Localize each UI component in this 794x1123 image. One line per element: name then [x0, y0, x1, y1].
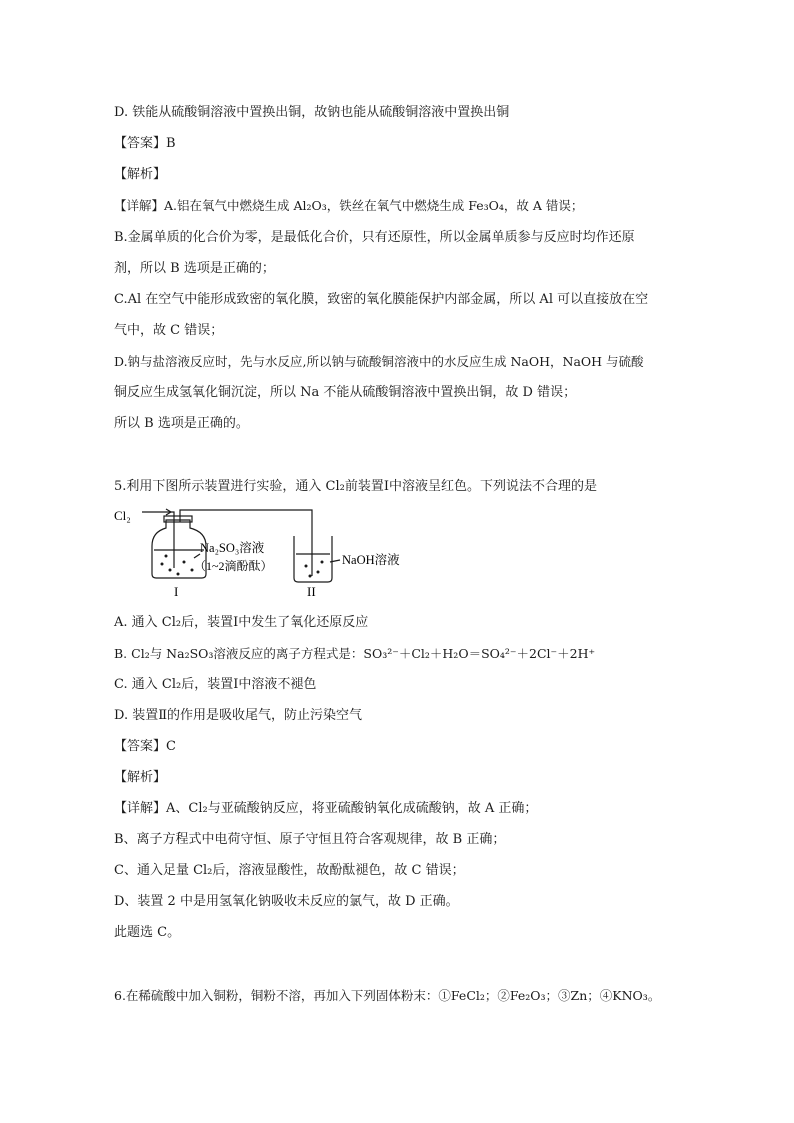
- q4-option-d: D. 铁能从硫酸铜溶液中置换出铜，故钠也能从硫酸铜溶液中置换出铜: [114, 105, 510, 120]
- q5-answer: 【答案】C: [114, 739, 176, 754]
- q5-detail-d: D、装置 2 中是用氢氧化钠吸收未反应的氯气，故 D 正确。: [114, 894, 459, 909]
- q5-option-b: B. Cl₂与 Na₂SO₃溶液反应的离子方程式是：SO₃²⁻＋Cl₂＋H₂O＝SO₄²⁻＋2Cl⁻＋2H⁺: [114, 646, 596, 661]
- q4-detail-b-line2: 剂，所以 B 选项是正确的；: [114, 261, 275, 276]
- beaker: [294, 536, 332, 582]
- bottle-stopper: [164, 516, 192, 522]
- q4-conclusion: 所以 B 选项是正确的。: [114, 416, 249, 431]
- q4-detail-d-line1: D.钠与盐溶液反应时，先与水反应,所以钠与硫酸铜溶液中的水反应生成 NaOH，NaOH 与硫酸: [114, 354, 644, 369]
- q4-detail-b-line1: B.金属单质的化合价为零，是最低化合价，只有还原性，所以金属单质参与反应时均作还原: [114, 230, 635, 245]
- q6-stem: 6.在稀硫酸中加入铜粉，铜粉不溶，再加入下列固体粉末：①FeCl₂；②Fe₂O₃；③Zn；④KNO₃。: [114, 988, 661, 1003]
- bottle-label-solution: Na₂SO₃溶液: [200, 541, 265, 555]
- q5-detail-a: 【详解】A、Cl₂与亚硫酸钠反应，将亚硫酸钠氧化成硫酸钠，故 A 正确；: [114, 801, 538, 816]
- q5-analysis-heading: 【解析】: [114, 770, 167, 785]
- q4-analysis-heading: 【解析】: [114, 167, 167, 182]
- q4-detail-a: 【详解】A.铝在氧气中燃烧生成 Al₂O₃，铁丝在氧气中燃烧生成 Fe₃O₄，故 A 错误；: [114, 198, 584, 213]
- q5-detail-b: B、离子方程式中电荷守恒、原子守恒且符合客观规律，故 B 正确；: [114, 832, 506, 847]
- q5-detail-c: C、通入足量 Cl₂后，溶液显酸性，故酚酞褪色，故 C 错误；: [114, 863, 465, 878]
- device-label-ii: II: [307, 584, 316, 598]
- q5-option-a: A. 通入 Cl₂后，装置Ⅰ中发生了氧化还原反应: [114, 615, 369, 630]
- q4-detail-d-line2: 铜反应生成氢氧化铜沉淀，所以 Na 不能从硫酸铜溶液中置换出铜，故 D 错误；: [114, 385, 577, 400]
- apparatus-diagram: [114, 506, 424, 598]
- q5-conclusion: 此题选 C。: [114, 925, 181, 940]
- device-label-i: I: [174, 584, 179, 598]
- cl2-label: Cl₂: [114, 508, 131, 523]
- q4-detail-c-line1: C.Al 在空气中能形成致密的氧化膜，致密的氧化膜能保护内部金属，所以 Al 可以直接放在空: [114, 292, 649, 307]
- beaker-label: NaOH溶液: [342, 553, 400, 567]
- q5-stem: 5.利用下图所示装置进行实验，通入 Cl₂前装置Ⅰ中溶液呈红色。下列说法不合理的是: [114, 479, 597, 494]
- q5-apparatus-figure: [114, 506, 424, 598]
- bottle-label-indicator: （1~2滴酚酞）: [194, 559, 273, 573]
- q5-option-d: D. 装置Ⅱ的作用是吸收尾气，防止污染空气: [114, 708, 363, 723]
- q4-answer: 【答案】B: [114, 136, 176, 151]
- q4-detail-c-line2: 气中，故 C 错误；: [114, 323, 224, 338]
- q5-option-c: C. 通入 Cl₂后，装置Ⅰ中溶液不褪色: [114, 677, 317, 692]
